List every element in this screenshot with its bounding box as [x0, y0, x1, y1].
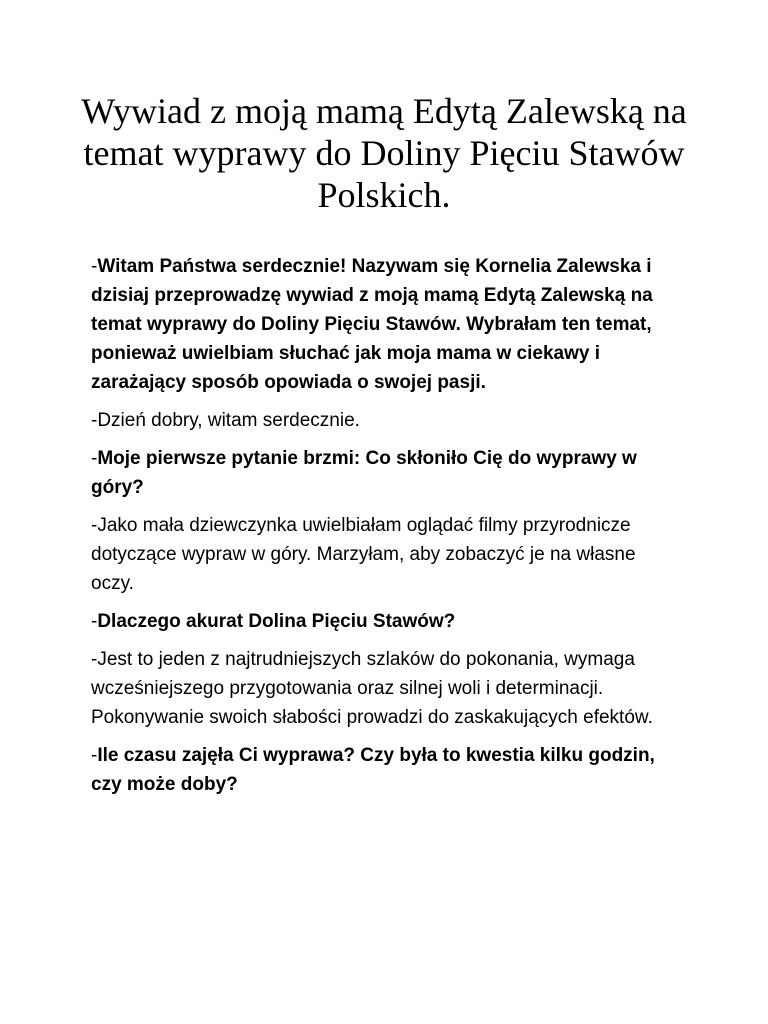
paragraph-text: Moje pierwsze pytanie brzmi: Co skłoniło Cię do wyprawy w góry?	[91, 448, 637, 498]
paragraph-text: Dlaczego akurat Dolina Pięciu Stawów?	[97, 611, 456, 632]
dash: -	[91, 745, 98, 766]
dash: -	[91, 649, 98, 670]
interviewer-intro	[91, 252, 681, 397]
interview-body	[91, 252, 681, 808]
document-title: Wywiad z moją mamą Edytą Zalewską na temat wyprawy do Doliny Pięciu Stawów Polskich.	[81, 91, 687, 215]
dash: -	[91, 410, 98, 431]
paragraph-text: Ile czasu zajęła Ci wyprawa? Czy była to kwestia kilku godzin, czy może doby?	[91, 745, 655, 795]
dash: -	[91, 515, 98, 536]
paragraph-text: Jako mała dziewczynka uwielbiałam oglądać filmy przyrodnicze dotyczące wypraw w góry. Marzyłam, aby zobaczyć je na własne oczy.	[91, 515, 636, 594]
paragraph-text: Jest to jeden z najtrudniejszych szlaków do pokonania, wymaga wcześniejszego przygotowania oraz silnej woli i determinacji. Pokonywanie swoich słabości prowadzi do zaskakujących efektów.	[91, 649, 653, 728]
interviewer-question	[91, 444, 681, 502]
interviewee-answer	[91, 645, 681, 732]
interviewer-question	[91, 607, 681, 636]
paragraph-text: Dzień dobry, witam serdecznie.	[97, 410, 360, 431]
dash: -	[91, 448, 98, 469]
interviewer-question	[91, 741, 681, 799]
dash: -	[91, 256, 98, 277]
interviewee-answer	[91, 406, 681, 435]
paragraph-text: Witam Państwa serdecznie! Nazywam się Kornelia Zalewska i dzisiaj przeprowadzę wywiad z moją mamą Edytą Zalewską na temat wyprawy do Doliny Pięciu Stawów. Wybrałam ten temat, ponieważ uwielbiam słuchać jak moja mama w ciekawy i zarażający sposób opowiada o swojej pasji.	[91, 256, 653, 393]
dash: -	[91, 611, 98, 632]
interviewee-answer	[91, 511, 681, 598]
